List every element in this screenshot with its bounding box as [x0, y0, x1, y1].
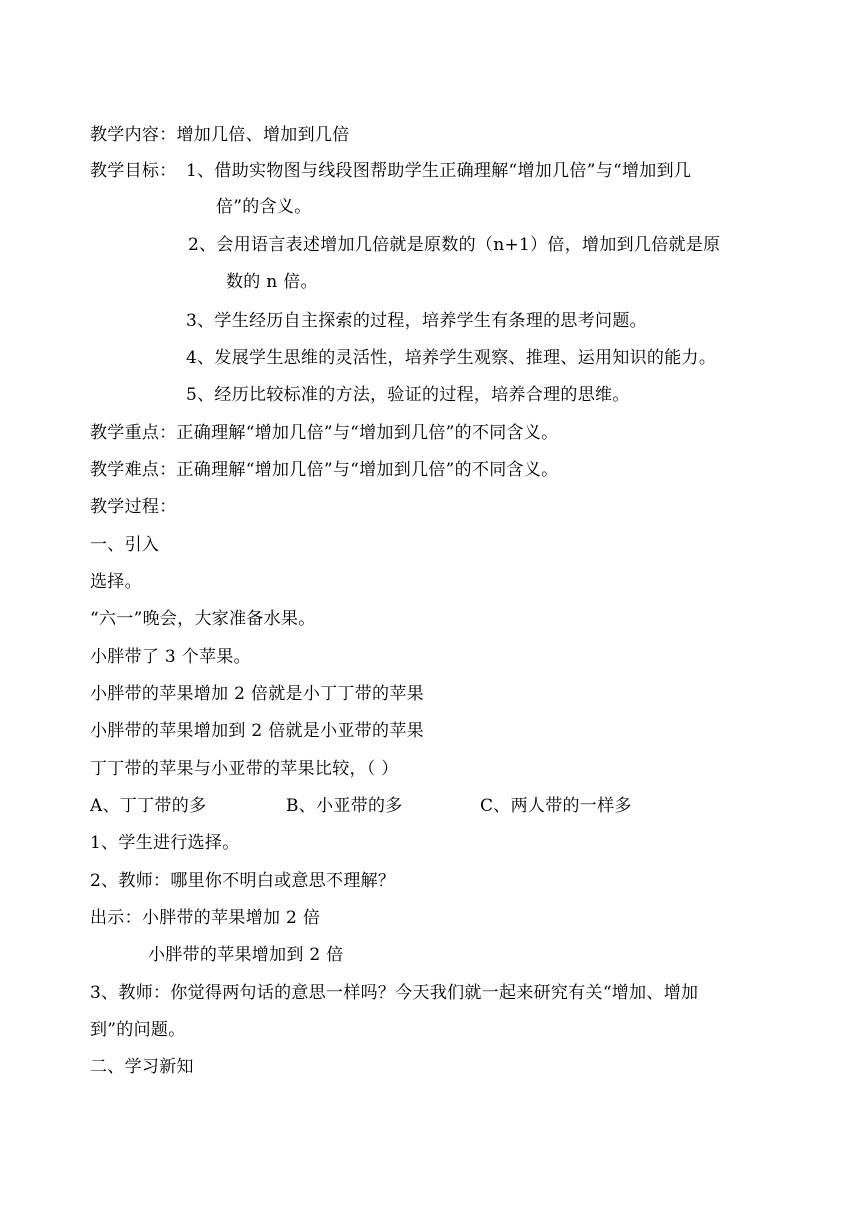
option-c: C、两人带的一样多 — [480, 796, 632, 816]
intro-line-5: 丁丁带的苹果与小亚带的苹果比较，（ ） — [90, 759, 399, 779]
option-a: A、丁丁带的多 — [90, 796, 207, 816]
difficulty: 教学难点：正确理解“增加几倍”与“增加到几倍”的不同含义。 — [90, 460, 559, 480]
objective-1-line-2: 倍”的含义。 — [216, 197, 312, 217]
key-point: 教学重点：正确理解“增加几倍”与“增加到几倍”的不同含义。 — [90, 423, 559, 443]
objective-2-line-2: 数的 n 倍。 — [226, 272, 318, 292]
intro-line-4: 小胖带的苹果增加到 2 倍就是小亚带的苹果 — [90, 721, 424, 741]
section-1-heading: 一、引入 — [90, 535, 160, 555]
intro-line-1: “六一”晚会，大家准备水果。 — [90, 609, 316, 629]
step-3-line-1: 3、教师：你觉得两句话的意思一样吗？今天我们就一起来研究有关“增加、增加 — [90, 983, 699, 1003]
choose-text: 选择。 — [90, 572, 142, 592]
objective-2-line-1: 2、会用语言表述增加几倍就是原数的（n+1）倍，增加到几倍就是原 — [188, 235, 721, 255]
process-label: 教学过程： — [90, 497, 177, 517]
objective-1-line-1: 1、借助实物图与线段图帮助学生正确理解“增加几倍”与“增加到几 — [186, 161, 692, 181]
step-2: 2、教师：哪里你不明白或意思不理解？ — [90, 871, 396, 891]
objective-5: 5、经历比较标准的方法，验证的过程，培养合理的思维。 — [186, 385, 630, 405]
option-b: B、小亚带的多 — [286, 796, 403, 816]
show-line-1: 出示：小胖带的苹果增加 2 倍 — [90, 908, 321, 928]
intro-line-3: 小胖带的苹果增加 2 倍就是小丁丁带的苹果 — [90, 684, 424, 704]
step-3-line-2: 到”的问题。 — [90, 1020, 186, 1040]
intro-line-2: 小胖带了 3 个苹果。 — [90, 647, 251, 667]
show-line-2: 小胖带的苹果增加到 2 倍 — [148, 945, 344, 965]
section-2-heading: 二、学习新知 — [90, 1057, 194, 1077]
teaching-content: 教学内容：增加几倍、增加到几倍 — [90, 125, 350, 145]
step-1: 1、学生进行选择。 — [90, 833, 240, 853]
objective-3: 3、学生经历自主探索的过程，培养学生有条理的思考问题。 — [186, 311, 647, 331]
objectives-label: 教学目标： — [90, 161, 177, 181]
objective-4: 4、发展学生思维的灵活性，培养学生观察、推理、运用知识的能力。 — [186, 348, 717, 368]
